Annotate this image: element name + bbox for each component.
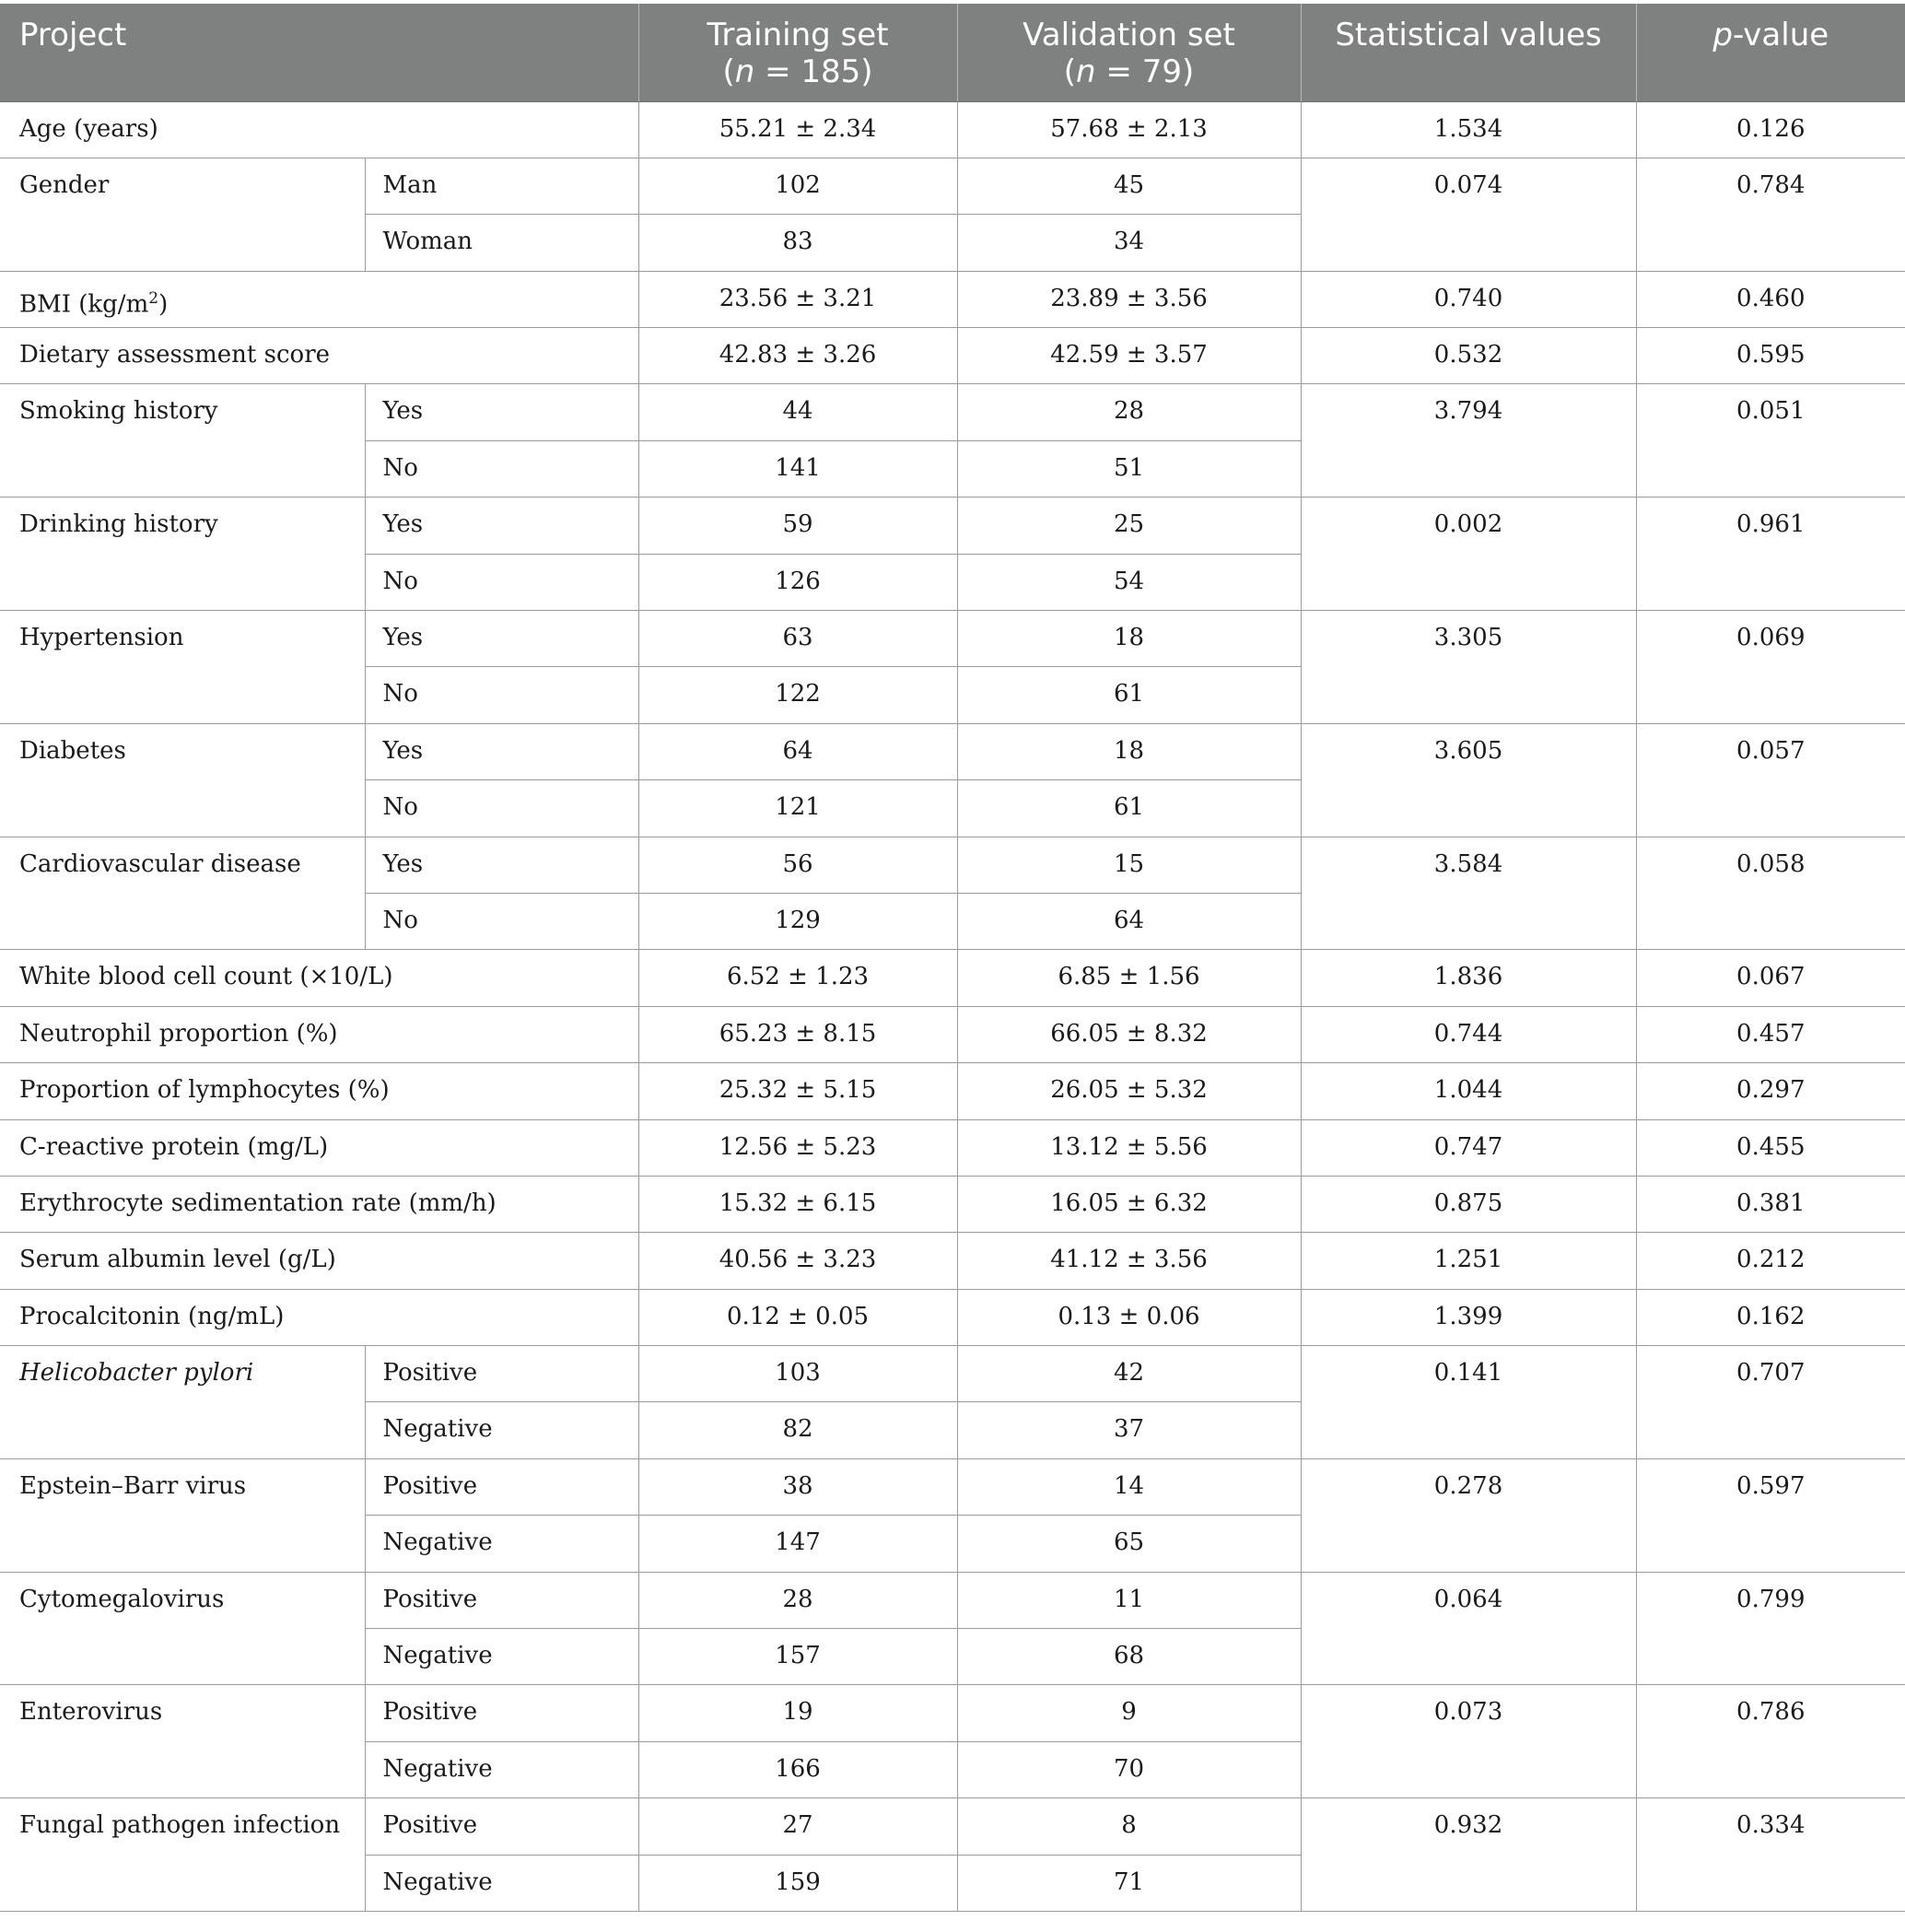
- header-validation-n: n: [1076, 53, 1096, 90]
- table-row: [0, 158, 1905, 214]
- cell-statistic: 1.534: [1301, 101, 1636, 158]
- cell-validation: 71: [957, 1855, 1301, 1911]
- table-row: [0, 1346, 1905, 1402]
- sub-label: Positive: [365, 1685, 638, 1741]
- table-row: [0, 1176, 1905, 1232]
- cell-statistic: 0.074: [1301, 158, 1636, 271]
- table-row: [0, 328, 1905, 384]
- table-row: [0, 1685, 1905, 1741]
- bmi-label-close: ): [158, 290, 169, 319]
- cell-p-value: 0.961: [1636, 498, 1905, 611]
- cell-statistic: 3.794: [1301, 384, 1636, 498]
- cell-training: 83: [638, 215, 957, 271]
- header-training-set: [638, 4, 957, 101]
- cell-training: 102: [638, 158, 957, 214]
- row-label: White blood cell count (×10/L): [0, 950, 638, 1006]
- cell-training: 27: [638, 1798, 957, 1855]
- cell-training: 0.12 ± 0.05: [638, 1289, 957, 1345]
- cell-training: 65.23 ± 8.15: [638, 1006, 957, 1062]
- row-label: C-reactive protein (mg/L): [0, 1119, 638, 1176]
- cell-statistic: 0.747: [1301, 1119, 1636, 1176]
- header-row: [0, 4, 1905, 101]
- cell-validation: 66.05 ± 8.32: [957, 1006, 1301, 1062]
- table-row: [0, 101, 1905, 158]
- sub-label: Yes: [365, 611, 638, 667]
- table-container: [0, 4, 1905, 1912]
- cell-statistic: 0.073: [1301, 1685, 1636, 1798]
- cell-validation: 51: [957, 440, 1301, 497]
- cell-training: 28: [638, 1572, 957, 1628]
- cell-statistic: 1.399: [1301, 1289, 1636, 1345]
- row-label: Gender: [0, 158, 365, 271]
- sub-label: No: [365, 440, 638, 497]
- cell-p-value: 0.051: [1636, 384, 1905, 498]
- cell-training: 141: [638, 440, 957, 497]
- cell-training: 44: [638, 384, 957, 440]
- header-validation-set: [957, 4, 1301, 101]
- cell-statistic: 0.532: [1301, 328, 1636, 384]
- row-label: Enterovirus: [0, 1685, 365, 1798]
- cell-p-value: 0.381: [1636, 1176, 1905, 1232]
- cell-validation: 23.89 ± 3.56: [957, 271, 1301, 327]
- cell-p-value: 0.799: [1636, 1572, 1905, 1685]
- cell-p-value: 0.162: [1636, 1289, 1905, 1345]
- cell-p-value: 0.455: [1636, 1119, 1905, 1176]
- cell-training: 82: [638, 1402, 957, 1458]
- row-label: Erythrocyte sedimentation rate (mm/h): [0, 1176, 638, 1232]
- cell-validation: 8: [957, 1798, 1301, 1855]
- cell-p-value: 0.297: [1636, 1063, 1905, 1119]
- header-training-paren: (: [722, 53, 735, 90]
- table-row: [0, 837, 1905, 893]
- cell-statistic: 0.064: [1301, 1572, 1636, 1685]
- cell-p-value: 0.707: [1636, 1346, 1905, 1459]
- cell-p-value: 0.069: [1636, 611, 1905, 724]
- cell-statistic: 0.744: [1301, 1006, 1636, 1062]
- cell-training: 38: [638, 1458, 957, 1515]
- cell-p-value: 0.067: [1636, 950, 1905, 1006]
- cell-validation: 64: [957, 893, 1301, 949]
- cell-statistic: 3.305: [1301, 611, 1636, 724]
- sub-label: Yes: [365, 723, 638, 779]
- cell-validation: 11: [957, 1572, 1301, 1628]
- row-label: Proportion of lymphocytes (%): [0, 1063, 638, 1119]
- sub-label: Negative: [365, 1402, 638, 1458]
- cell-validation: 15: [957, 837, 1301, 893]
- header-p-rest: -value: [1732, 17, 1829, 53]
- sub-label: No: [365, 554, 638, 610]
- row-label: [0, 271, 638, 327]
- row-label: Smoking history: [0, 384, 365, 498]
- cell-statistic: 1.836: [1301, 950, 1636, 1006]
- cell-validation: 61: [957, 780, 1301, 837]
- cell-statistic: 1.044: [1301, 1063, 1636, 1119]
- table-row: [0, 384, 1905, 440]
- table-row: [0, 1572, 1905, 1628]
- sub-label: Positive: [365, 1458, 638, 1515]
- cell-training: 157: [638, 1629, 957, 1685]
- cell-training: 166: [638, 1741, 957, 1797]
- cell-validation: 18: [957, 723, 1301, 779]
- cell-validation: 37: [957, 1402, 1301, 1458]
- row-label: Serum albumin level (g/L): [0, 1233, 638, 1289]
- cell-validation: 26.05 ± 5.32: [957, 1063, 1301, 1119]
- header-training-label: Training set: [707, 17, 889, 53]
- cell-validation: 0.13 ± 0.06: [957, 1289, 1301, 1345]
- cell-training: 6.52 ± 1.23: [638, 950, 957, 1006]
- cell-validation: 25: [957, 498, 1301, 554]
- cell-statistic: 0.278: [1301, 1458, 1636, 1572]
- table-body: [0, 101, 1905, 1912]
- table-row: [0, 1289, 1905, 1345]
- cell-training: 42.83 ± 3.26: [638, 328, 957, 384]
- cell-training: 159: [638, 1855, 957, 1911]
- cell-validation: 16.05 ± 6.32: [957, 1176, 1301, 1232]
- cell-statistic: 0.740: [1301, 271, 1636, 327]
- cell-p-value: 0.057: [1636, 723, 1905, 837]
- sub-label: Negative: [365, 1741, 638, 1797]
- cell-validation: 18: [957, 611, 1301, 667]
- header-validation-n-value: = 79): [1095, 53, 1195, 90]
- header-project-label: Project: [19, 17, 127, 53]
- table-row: [0, 271, 1905, 327]
- sub-label: Man: [365, 158, 638, 214]
- cell-validation: 28: [957, 384, 1301, 440]
- cell-training: 126: [638, 554, 957, 610]
- cell-training: 23.56 ± 3.21: [638, 271, 957, 327]
- cell-p-value: 0.334: [1636, 1798, 1905, 1912]
- cell-training: 55.21 ± 2.34: [638, 101, 957, 158]
- header-statistical-label: Statistical values: [1335, 17, 1602, 53]
- cell-statistic: 1.251: [1301, 1233, 1636, 1289]
- cell-p-value: 0.212: [1636, 1233, 1905, 1289]
- cell-validation: 68: [957, 1629, 1301, 1685]
- table-row: [0, 1006, 1905, 1062]
- header-validation-paren: (: [1063, 53, 1077, 90]
- header-p-italic: p: [1712, 17, 1733, 53]
- table-row: [0, 498, 1905, 554]
- header-training-n: n: [734, 53, 755, 90]
- header-validation-label: Validation set: [1023, 17, 1235, 53]
- row-label: Cytomegalovirus: [0, 1572, 365, 1685]
- row-label: Hypertension: [0, 611, 365, 724]
- cell-p-value: 0.786: [1636, 1685, 1905, 1798]
- bmi-label-superscript: 2: [148, 288, 159, 308]
- cell-validation: 54: [957, 554, 1301, 610]
- cell-training: 25.32 ± 5.15: [638, 1063, 957, 1119]
- cell-validation: 41.12 ± 3.56: [957, 1233, 1301, 1289]
- cell-p-value: 0.457: [1636, 1006, 1905, 1062]
- sub-label: Negative: [365, 1855, 638, 1911]
- row-label: Procalcitonin (ng/mL): [0, 1289, 638, 1345]
- row-label: Dietary assessment score: [0, 328, 638, 384]
- cell-validation: 14: [957, 1458, 1301, 1515]
- cell-training: 122: [638, 667, 957, 723]
- baseline-characteristics-table: [0, 4, 1905, 1912]
- cell-training: 19: [638, 1685, 957, 1741]
- sub-label: No: [365, 893, 638, 949]
- sub-label: No: [365, 780, 638, 837]
- cell-statistic: 3.605: [1301, 723, 1636, 837]
- table-row: [0, 1798, 1905, 1855]
- header-project: [0, 4, 638, 101]
- cell-validation: 57.68 ± 2.13: [957, 101, 1301, 158]
- cell-training: 103: [638, 1346, 957, 1402]
- cell-statistic: 3.584: [1301, 837, 1636, 950]
- cell-validation: 13.12 ± 5.56: [957, 1119, 1301, 1176]
- cell-training: 56: [638, 837, 957, 893]
- cell-training: 12.56 ± 5.23: [638, 1119, 957, 1176]
- cell-p-value: 0.595: [1636, 328, 1905, 384]
- row-label: Cardiovascular disease: [0, 837, 365, 950]
- table-row: [0, 1063, 1905, 1119]
- cell-validation: 61: [957, 667, 1301, 723]
- cell-validation: 42.59 ± 3.57: [957, 328, 1301, 384]
- sub-label: Positive: [365, 1572, 638, 1628]
- header-statistical-values: [1301, 4, 1636, 101]
- table-row: [0, 611, 1905, 667]
- row-label: Fungal pathogen infection: [0, 1798, 365, 1912]
- sub-label: Woman: [365, 215, 638, 271]
- cell-validation: 9: [957, 1685, 1301, 1741]
- table-row: [0, 1233, 1905, 1289]
- cell-p-value: 0.058: [1636, 837, 1905, 950]
- cell-statistic: 0.875: [1301, 1176, 1636, 1232]
- table-row: [0, 1458, 1905, 1515]
- cell-validation: 42: [957, 1346, 1301, 1402]
- sub-label: Positive: [365, 1798, 638, 1855]
- table-row: [0, 1119, 1905, 1176]
- row-label: Helicobacter pylori: [0, 1346, 365, 1459]
- cell-p-value: 0.126: [1636, 101, 1905, 158]
- cell-training: 147: [638, 1516, 957, 1572]
- cell-statistic: 0.141: [1301, 1346, 1636, 1459]
- table-row: [0, 950, 1905, 1006]
- cell-training: 59: [638, 498, 957, 554]
- cell-training: 40.56 ± 3.23: [638, 1233, 957, 1289]
- sub-label: No: [365, 667, 638, 723]
- sub-label: Negative: [365, 1629, 638, 1685]
- table-header: [0, 4, 1905, 101]
- cell-statistic: 0.932: [1301, 1798, 1636, 1912]
- header-training-n-value: = 185): [754, 53, 873, 90]
- cell-training: 121: [638, 780, 957, 837]
- row-label: Diabetes: [0, 723, 365, 837]
- cell-training: 63: [638, 611, 957, 667]
- sub-label: Negative: [365, 1516, 638, 1572]
- cell-validation: 70: [957, 1741, 1301, 1797]
- row-label: Drinking history: [0, 498, 365, 611]
- cell-validation: 6.85 ± 1.56: [957, 950, 1301, 1006]
- cell-validation: 65: [957, 1516, 1301, 1572]
- sub-label: Yes: [365, 837, 638, 893]
- sub-label: Yes: [365, 498, 638, 554]
- sub-label: Yes: [365, 384, 638, 440]
- table-row: [0, 723, 1905, 779]
- cell-validation: 34: [957, 215, 1301, 271]
- row-label: Epstein–Barr virus: [0, 1458, 365, 1572]
- cell-training: 129: [638, 893, 957, 949]
- cell-p-value: 0.460: [1636, 271, 1905, 327]
- cell-p-value: 0.784: [1636, 158, 1905, 271]
- cell-training: 64: [638, 723, 957, 779]
- bmi-label: BMI (kg/m: [19, 290, 149, 319]
- row-label: Age (years): [0, 101, 638, 158]
- cell-p-value: 0.597: [1636, 1458, 1905, 1572]
- sub-label: Positive: [365, 1346, 638, 1402]
- header-p-value: [1636, 4, 1905, 101]
- cell-training: 15.32 ± 6.15: [638, 1176, 957, 1232]
- cell-statistic: 0.002: [1301, 498, 1636, 611]
- cell-validation: 45: [957, 158, 1301, 214]
- row-label: Neutrophil proportion (%): [0, 1006, 638, 1062]
